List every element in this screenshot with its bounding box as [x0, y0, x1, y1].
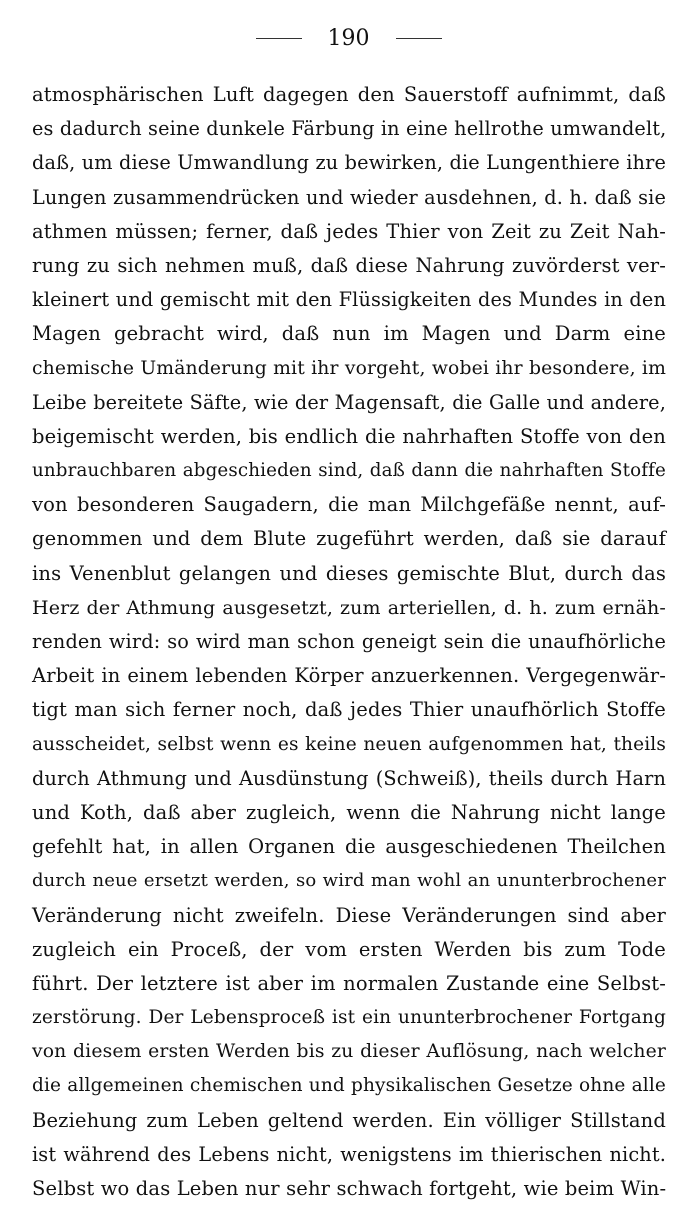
text-line: von besonderen Saugadern, die man Milchgefäße nennt, auf- — [32, 493, 666, 517]
text-line: Lungen zusammendrücken und wieder ausdehnen, d. h. daß sie — [32, 185, 666, 209]
text-line: Leibe bereitete Säfte, wie der Magensaft, die Galle und andere, — [32, 390, 666, 414]
text-line: renden wird: so wird man schon geneigt sein die unaufhörliche — [32, 630, 666, 653]
text-line: genommen und dem Blute zugeführt werden, daß sie darauf — [32, 527, 666, 551]
text-line: Magen gebracht wird, daß nun im Magen und Darm eine — [32, 322, 666, 346]
text-line: rung zu sich nehmen muß, daß diese Nahrung zuvörderst ver- — [32, 253, 666, 277]
page-header — [0, 22, 697, 54]
body-text — [32, 78, 666, 1206]
text-line: Herz der Athmung ausgesetzt, zum arteriellen, d. h. zum ernäh- — [32, 596, 666, 619]
text-line: tigt man sich ferner noch, daß jedes Thier unaufhörlich Stoffe — [32, 698, 666, 722]
text-line: ins Venenblut gelangen und dieses gemischte Blut, durch das — [32, 561, 666, 585]
text-line: chemische Umänderung mit ihr vorgeht, wobei ihr besondere, im — [32, 357, 666, 379]
text-line: es dadurch seine dunkele Färbung in eine hellrothe umwandelt, — [32, 117, 667, 141]
text-line: athmen müssen; ferner, daß jedes Thier von Zeit zu Zeit Nah- — [32, 219, 666, 243]
text-line: Beziehung zum Leben geltend werden. Ein völliger Stillstand — [32, 1108, 666, 1132]
text-line: beigemischt werden, bis endlich die nahrhaften Stoffe von den — [32, 424, 666, 448]
page-number: 190 — [327, 25, 370, 51]
text-line: von diesem ersten Werden bis zu dieser Auflösung, nach welcher — [32, 1041, 666, 1063]
text-line: atmosphärischen Luft dagegen den Sauerstoff aufnimmt, daß — [32, 83, 666, 106]
header-rule-left — [256, 38, 302, 39]
text-line: kleinert und gemischt mit den Flüssigkeiten des Mundes in den — [32, 288, 666, 312]
text-line: die allgemeinen chemischen und physikalischen Gesetze ohne alle — [32, 1075, 666, 1097]
text-line: durch neue ersetzt werden, so wird man wohl an ununterbrochener — [32, 870, 666, 892]
text-line: ist während des Lebens nicht, wenigstens im thierischen nicht. — [32, 1142, 666, 1166]
text-line: zugleich ein Proceß, der vom ersten Werden bis zum Tode — [32, 937, 666, 961]
text-line: Veränderung nicht zweifeln. Diese Veränderungen sind aber — [32, 903, 666, 927]
text-line: durch Athmung und Ausdünstung (Schweiß), theils durch Harn — [32, 766, 666, 790]
text-line: und Koth, daß aber zugleich, wenn die Nahrung nicht lange — [32, 800, 666, 824]
text-line: daß, um diese Umwandlung zu bewirken, die Lungenthiere ihre — [32, 151, 666, 175]
text-line: Arbeit in einem lebenden Körper anzuerkennen. Vergegenwär- — [32, 664, 666, 688]
text-line: ausscheidet, selbst wenn es keine neuen aufgenommen hat, theils — [32, 733, 666, 755]
header-rule-right — [396, 38, 442, 39]
text-line: unbrauchbaren abgeschieden sind, daß dann die nahrhaften Stoffe — [32, 460, 666, 482]
text-line: Selbst wo das Leben nur sehr schwach fortgeht, wie beim Win- — [32, 1177, 667, 1200]
text-line: führt. Der letztere ist aber im normalen Zustande eine Selbst- — [32, 971, 666, 995]
text-line: gefehlt hat, in allen Organen die ausgeschiedenen Theilchen — [32, 835, 666, 859]
text-line: zerstörung. Der Lebensproceß ist ein ununterbrochener Fortgang — [32, 1007, 666, 1029]
